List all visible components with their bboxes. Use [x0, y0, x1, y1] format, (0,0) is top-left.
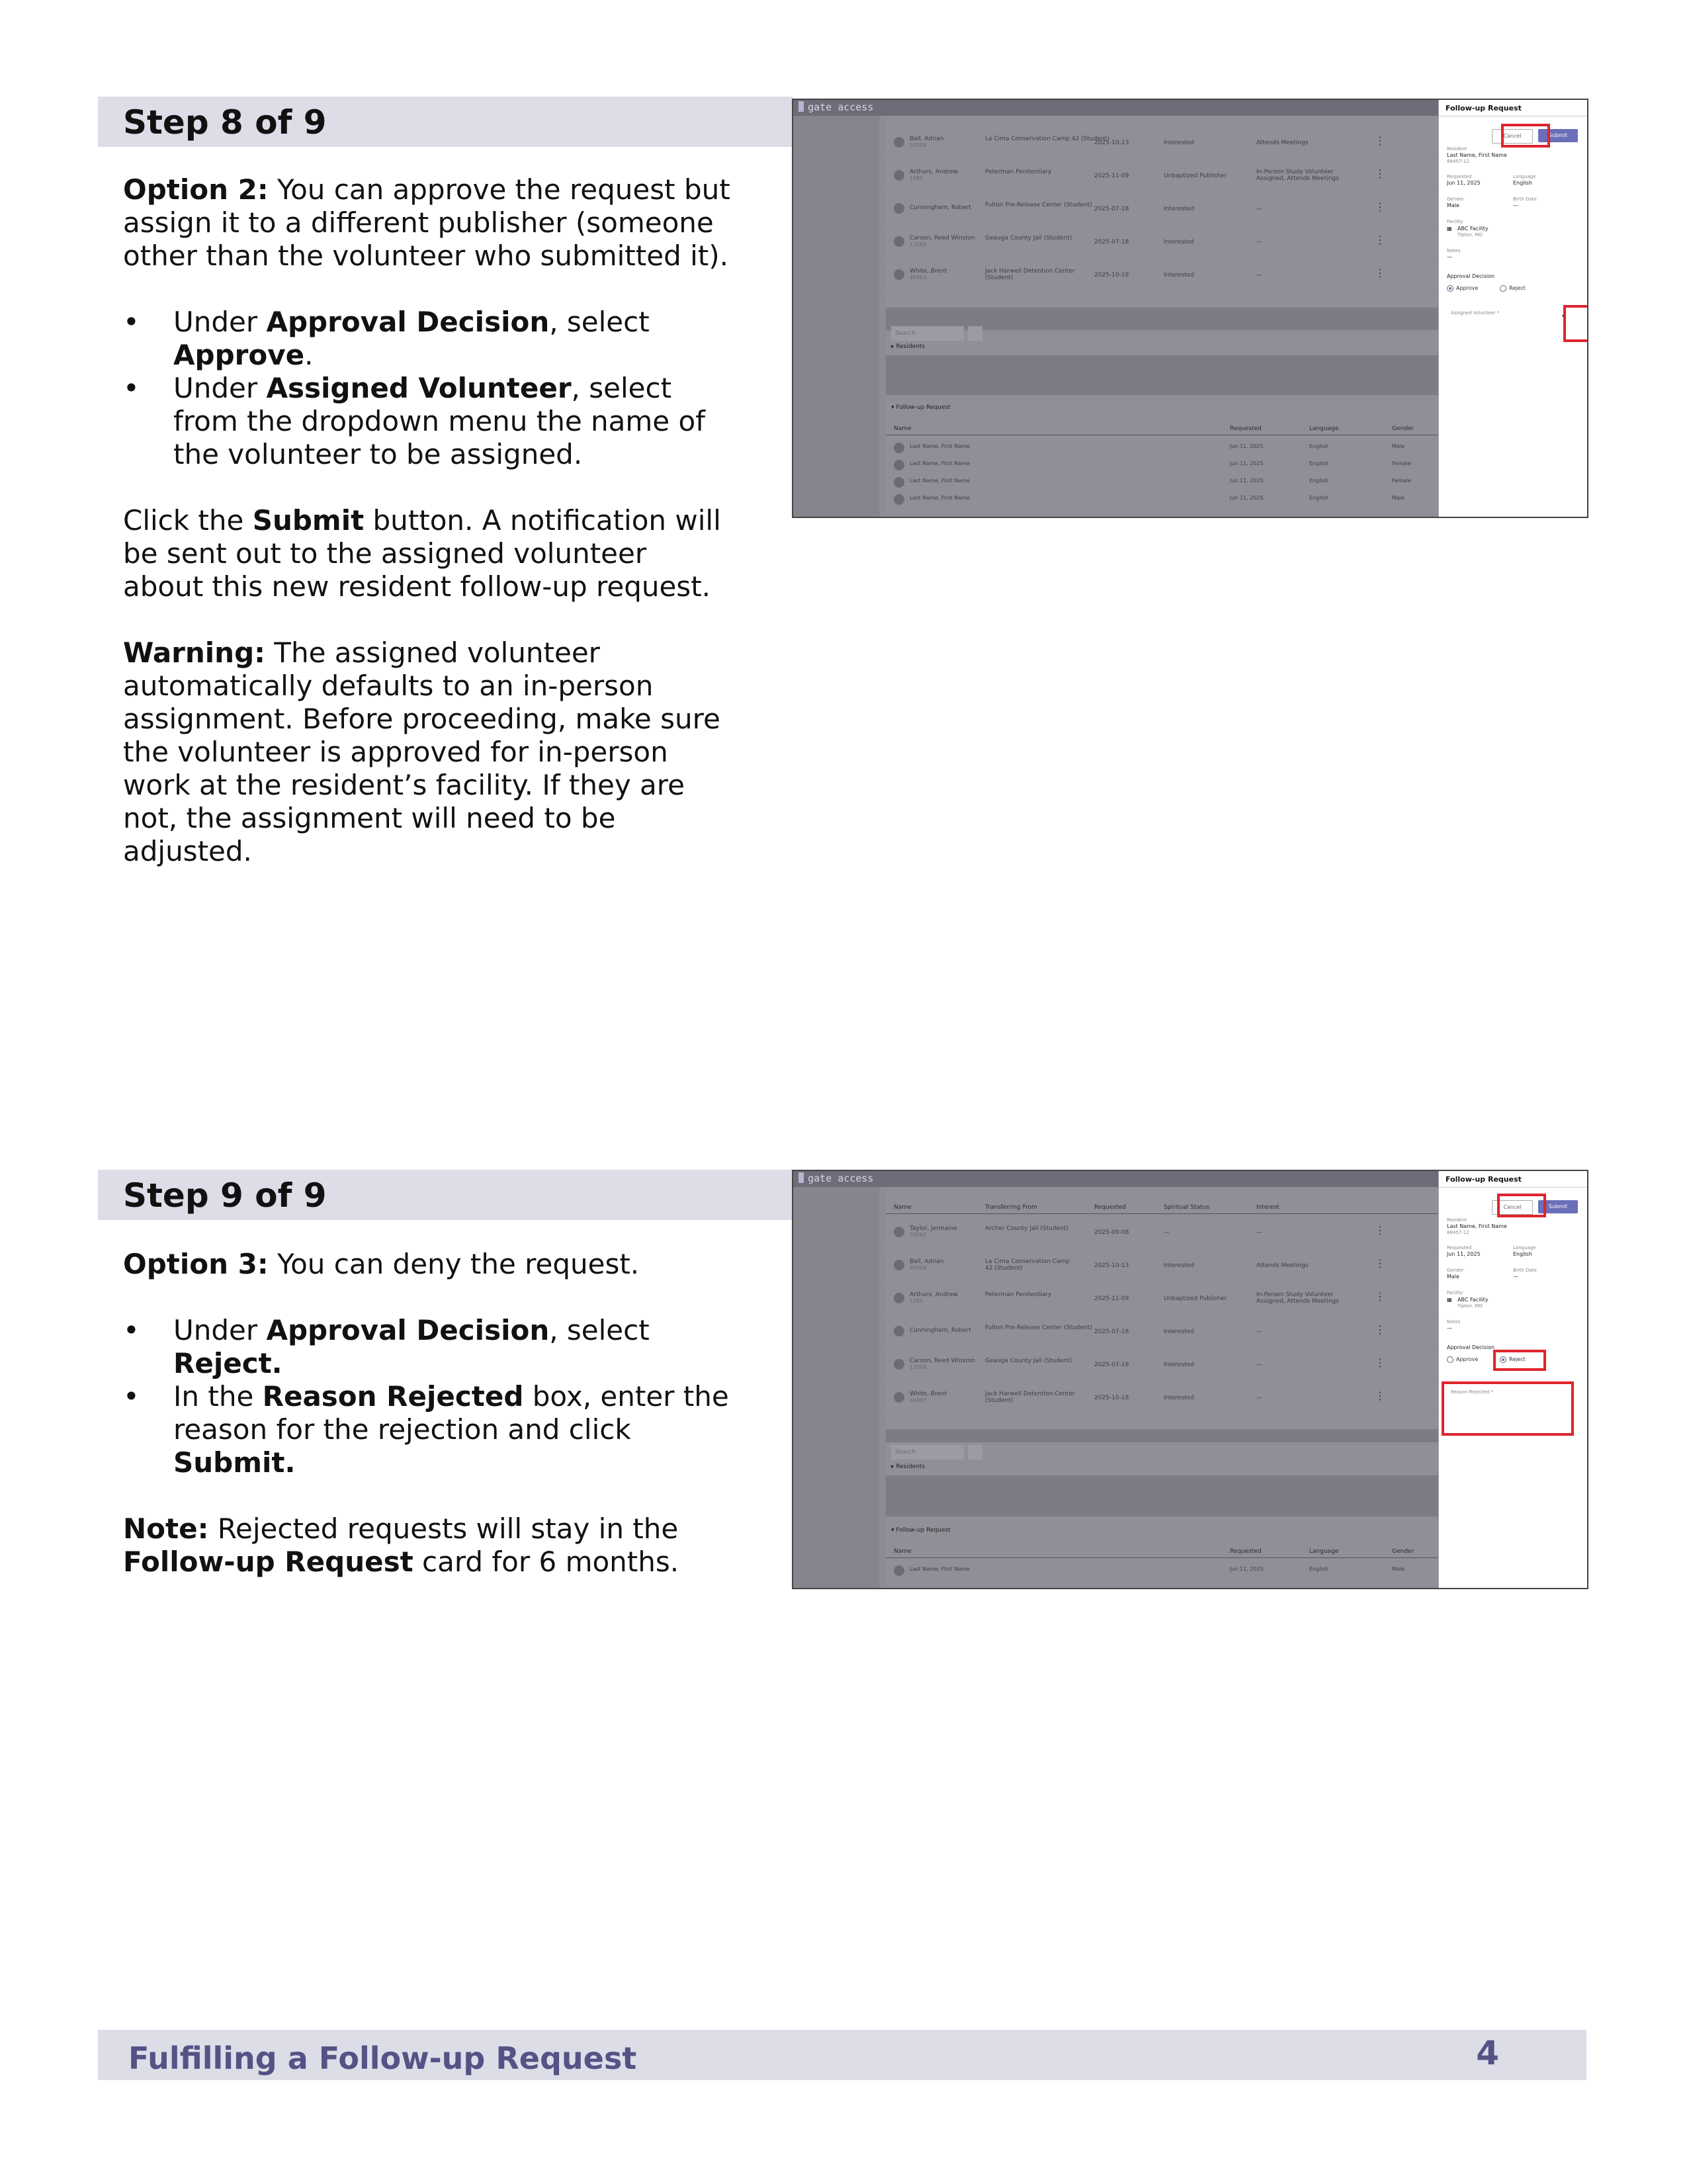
field-value: Jun 11, 2025 — [1447, 1251, 1481, 1257]
transferring-from: Peterman Penitentiary — [985, 169, 1052, 175]
avatar-icon — [894, 1565, 904, 1576]
bold-text: Submit. — [173, 1446, 296, 1479]
step9-bullets — [123, 1314, 732, 1479]
transferring-from: Geauga County Jail (Student) — [985, 1358, 1072, 1364]
requested-date: 2025-07-18 — [1094, 206, 1129, 212]
text: Last Name, First Name — [910, 460, 970, 466]
resident-name — [910, 169, 958, 181]
resident-name — [910, 1358, 975, 1370]
assigned-volunteer-dropdown[interactable]: Assigned Volunteer * — [1451, 310, 1500, 316]
field-value: Tipton, MO — [1457, 232, 1483, 238]
submit-button[interactable]: Submit — [1538, 1200, 1578, 1213]
spiritual-status: Unbaptized Publisher — [1164, 1295, 1227, 1302]
avatar-icon — [894, 203, 904, 214]
text: English — [1309, 460, 1328, 466]
interest: — — [1256, 239, 1262, 245]
bold-text: Approval Decision — [266, 306, 550, 338]
table-row[interactable] — [886, 1249, 1438, 1282]
highlight-submit — [1501, 124, 1550, 148]
field-value: ABC Facility — [1457, 226, 1489, 232]
section-band — [886, 355, 1438, 395]
followup-table-header — [886, 1548, 1438, 1558]
text: Last Name, First Name — [910, 495, 970, 501]
field-value: Last Name, First Name — [1447, 1223, 1507, 1229]
text: Last Name, First Name — [910, 478, 970, 484]
reject-radio[interactable] — [1500, 285, 1506, 292]
interest: — — [1256, 1362, 1262, 1368]
text: Arthurs, Andrew — [910, 169, 958, 175]
text: English — [1309, 1566, 1328, 1572]
warning-label: Warning: — [123, 636, 265, 669]
spiritual-status: — — [1164, 1229, 1170, 1236]
screenshot-step8 — [792, 99, 1588, 518]
avatar-icon — [894, 460, 904, 470]
table-row[interactable] — [886, 1381, 1438, 1414]
more-icon[interactable]: ⋮ — [1375, 134, 1385, 147]
resident-name: Cunningham, Robert — [910, 204, 971, 211]
text: 1985 — [910, 175, 924, 181]
radio-label: Approve — [1456, 285, 1479, 291]
transferring-from: Jack Harwell Detention Center (Student) — [985, 1391, 1075, 1404]
more-icon[interactable]: ⋮ — [1375, 1257, 1385, 1270]
app-topbar — [793, 1171, 1438, 1187]
approve-radio[interactable] — [1447, 285, 1453, 292]
step8-body — [123, 173, 732, 901]
search-icon[interactable] — [968, 326, 982, 341]
highlight-dropdown — [1563, 305, 1588, 342]
step8-bullet-1 — [123, 306, 732, 372]
text: English — [1309, 478, 1328, 484]
text: White, Brent — [910, 1391, 947, 1397]
field-label: Requested — [1447, 1245, 1472, 1250]
app-logo: gate access — [799, 1172, 873, 1184]
step9-heading-bar — [98, 1170, 793, 1220]
spiritual-status: Interested — [1164, 140, 1194, 146]
more-icon[interactable]: ⋮ — [1375, 267, 1385, 279]
column-header: Requested — [1230, 425, 1262, 432]
highlight-reason — [1442, 1381, 1574, 1436]
step9-bullet-2 — [123, 1380, 732, 1479]
avatar-icon — [894, 494, 904, 505]
field-value: ABC Facility — [1457, 1297, 1489, 1303]
list-item[interactable] — [886, 1563, 1438, 1579]
text: , select from the dropdown menu the name of the volunteer to be assigned. — [173, 372, 705, 470]
bold-text: Reject. — [173, 1347, 282, 1379]
reason-rejected-textarea[interactable]: Reason Rejected * — [1451, 1389, 1493, 1395]
text: card for 6 months. — [413, 1546, 679, 1578]
radio-label: Reject — [1509, 285, 1526, 291]
step9-body — [123, 1248, 732, 1612]
app-logo: gate access — [799, 101, 873, 113]
requested-date: 2025-09-08 — [1094, 1229, 1129, 1236]
field-label: Approval Decision — [1447, 1344, 1495, 1350]
panel-title: Follow-up Request — [1446, 1175, 1522, 1184]
text: 46963 — [910, 275, 927, 281]
step8-click-instruction — [123, 504, 732, 603]
building-icon: ▦ — [1447, 226, 1452, 232]
page-footer — [98, 2030, 1586, 2080]
table-row[interactable] — [886, 1282, 1438, 1315]
column-header: Name — [894, 425, 912, 432]
field-label: Birth Date — [1513, 1268, 1537, 1273]
interest: — — [1256, 1395, 1262, 1401]
text: Ball, Adrian — [910, 1258, 944, 1265]
field-label: Notes — [1447, 248, 1461, 253]
text: English — [1309, 495, 1328, 501]
text: Under — [173, 1314, 267, 1346]
highlight-submit — [1497, 1194, 1546, 1217]
field-label: Language — [1513, 174, 1536, 179]
spiritual-status: Interested — [1164, 272, 1194, 279]
chevron-down-icon[interactable]: ▾ — [1562, 313, 1565, 319]
footer-title: Fulfilling a Follow-up Request — [128, 2040, 637, 2076]
step8-heading: Step 8 of 9 — [123, 103, 327, 142]
app-main — [886, 116, 1438, 517]
text: Follow-up Request — [896, 1527, 951, 1534]
column-header: Language — [1309, 425, 1339, 432]
app-main — [886, 1187, 1438, 1588]
avatar-icon — [894, 443, 904, 453]
text: Under — [173, 306, 267, 338]
step8-heading-bar — [98, 97, 793, 147]
step9-note — [123, 1512, 732, 1579]
field-value: 88457-12 — [1447, 1230, 1469, 1235]
text: Last Name, First Name — [910, 443, 970, 449]
avatar-icon — [894, 1293, 904, 1303]
avatar-icon — [894, 1260, 904, 1270]
text: Taylor, Jermaine — [910, 1225, 958, 1232]
list-item[interactable] — [886, 474, 1438, 490]
panel-title: Follow-up Request — [1446, 104, 1522, 112]
avatar-icon — [894, 1359, 904, 1370]
transferring-from: La Cima Conservation Camp 42 (Student) — [985, 136, 1109, 142]
step8-intro-label: Option 2: — [123, 173, 269, 206]
section-band — [886, 1475, 1438, 1516]
page-number: 4 — [1476, 2034, 1499, 2072]
list-item[interactable] — [886, 457, 1438, 473]
resident-name — [910, 1258, 944, 1271]
text: Jun 11, 2025 — [1230, 478, 1264, 484]
step8-intro-text: You can approve the request but assign it to a different publisher (someone other than the volunteer who submitted it). — [123, 173, 730, 272]
step8-bullet-2 — [123, 372, 732, 471]
submit-button[interactable]: Submit — [1538, 129, 1578, 142]
residents-section-toggle[interactable]: ▸ Residents — [891, 343, 926, 350]
table-row[interactable] — [886, 126, 1438, 159]
spiritual-status: Interested — [1164, 239, 1194, 245]
step9-heading: Step 9 of 9 — [123, 1176, 327, 1215]
divider — [1439, 1187, 1588, 1188]
field-value: English — [1513, 180, 1532, 186]
text: 74562 — [910, 1232, 927, 1238]
transferring-from: Peterman Penitentiary — [985, 1291, 1052, 1298]
requested-date: 2025-10-18 — [1094, 1395, 1129, 1401]
interest: In-Person Study Volunteer Assigned, Attends Meetings — [1256, 169, 1339, 182]
requested-date: 2025-11-09 — [1094, 1295, 1129, 1302]
followup-section-toggle[interactable]: ▾ Follow-up Request — [891, 1527, 951, 1534]
screenshot-step9 — [792, 1170, 1588, 1589]
interest: — — [1256, 1329, 1262, 1335]
bold-text: Reason Rejected — [262, 1380, 524, 1413]
text: Last Name, First Name — [910, 1566, 970, 1572]
followup-request-panel — [1438, 1171, 1588, 1588]
text: Male — [1392, 495, 1405, 501]
residents-table-header — [886, 1204, 1438, 1214]
radio-label: Reject — [1509, 1356, 1526, 1362]
text: In the — [173, 1380, 263, 1413]
toolbar-band — [886, 1429, 1438, 1442]
followup-table-header — [886, 425, 1438, 435]
column-header: Name — [894, 1548, 912, 1555]
search-input[interactable]: Search — [891, 326, 964, 341]
field-label: Resident — [1447, 1217, 1467, 1223]
text: 12084 — [910, 241, 927, 247]
table-row[interactable] — [886, 1315, 1438, 1348]
step9-bullet-1 — [123, 1314, 732, 1380]
requested-date: 2025-11-09 — [1094, 173, 1129, 179]
text: 90008 — [910, 1265, 927, 1271]
text: Jun 11, 2025 — [1230, 443, 1264, 449]
field-value: English — [1513, 1251, 1532, 1257]
step8-warning — [123, 636, 732, 868]
step8-intro — [123, 173, 732, 273]
table-row[interactable] — [886, 1348, 1438, 1381]
interest: Attends Meetings — [1256, 140, 1309, 146]
text: . — [304, 339, 314, 371]
text: 1985 — [910, 1298, 924, 1304]
step8-bullets — [123, 306, 732, 471]
radio-label: Approve — [1456, 1356, 1479, 1362]
cancel-button[interactable]: Cancel — [1492, 1200, 1533, 1215]
avatar-icon — [894, 269, 904, 280]
field-value: Male — [1447, 1274, 1459, 1280]
table-row[interactable] — [886, 159, 1438, 192]
avatar-icon — [894, 1326, 904, 1336]
resident-name — [910, 1291, 958, 1304]
list-item[interactable] — [886, 492, 1438, 507]
avatar-icon — [894, 1227, 904, 1237]
text: Jun 11, 2025 — [1230, 495, 1264, 501]
avatar-icon — [894, 170, 904, 181]
column-header: Gender — [1392, 1548, 1414, 1555]
resident-name — [910, 136, 944, 148]
app-sidebar — [793, 1187, 879, 1588]
text: Under — [173, 372, 267, 404]
spiritual-status: Interested — [1164, 1262, 1194, 1269]
transferring-from: Geauga County Jail (Student) — [985, 235, 1072, 241]
spiritual-status: Interested — [1164, 1329, 1194, 1335]
note-label: Note: — [123, 1512, 209, 1545]
more-icon[interactable]: ⋮ — [1375, 234, 1385, 246]
step9-intro-label: Option 3: — [123, 1248, 269, 1280]
resident-name — [910, 1225, 957, 1238]
text: Follow-up Request — [896, 404, 951, 411]
text: Jun 11, 2025 — [1230, 1566, 1264, 1572]
text: White, Brent — [910, 268, 947, 275]
bold-text: Follow-up Request — [123, 1546, 413, 1578]
search-input[interactable]: Search — [891, 1445, 964, 1460]
interest: — — [1256, 272, 1262, 279]
column-header: Requested — [1230, 1548, 1262, 1555]
spiritual-status: Interested — [1164, 1362, 1194, 1368]
avatar-icon — [894, 236, 904, 247]
interest: — — [1256, 206, 1262, 212]
warning-text: The assigned volunteer automatically defaults to an in-person assignment. Before proceeding, make sure the volunteer is approved for in-person work at the resident’s facility. If they are not, the assignment will need to be adjusted. — [123, 636, 720, 867]
requested-date: 2025-07-18 — [1094, 1362, 1129, 1368]
transferring-from: Fulton Pre-Release Center (Student) — [985, 202, 1092, 208]
text: Rejected requests will stay in the — [208, 1512, 679, 1545]
building-icon: ▦ — [1447, 1297, 1452, 1303]
residents-section-toggle[interactable]: ▸ Residents — [891, 1463, 926, 1470]
field-label: Facility — [1447, 1290, 1463, 1295]
resident-name — [910, 1391, 947, 1403]
text: button. A notification will be sent out to the assigned volunteer about this new resident follow-up request. — [123, 504, 721, 603]
interest: Attends Meetings — [1256, 1262, 1309, 1269]
step9-intro-text: You can deny the request. — [268, 1248, 640, 1280]
more-icon[interactable]: ⋮ — [1375, 1224, 1385, 1237]
more-icon[interactable]: ⋮ — [1375, 167, 1385, 180]
requested-date: 2025-07-18 — [1094, 1329, 1129, 1335]
text: English — [1309, 443, 1328, 449]
text: Click the — [123, 504, 253, 537]
highlight-reject — [1493, 1350, 1546, 1371]
more-icon[interactable]: ⋮ — [1375, 1290, 1385, 1303]
more-icon[interactable]: ⋮ — [1375, 1356, 1385, 1369]
field-label: Language — [1513, 1245, 1536, 1250]
text: Male — [1392, 443, 1405, 449]
field-label: Requested — [1447, 174, 1472, 179]
requested-date: 2025-07-18 — [1094, 239, 1129, 245]
transferring-from: Fulton Pre-Release Center (Student) — [985, 1325, 1092, 1331]
text: Ball, Adrian — [910, 136, 944, 142]
field-label: Birth Date — [1513, 197, 1537, 202]
column-header: Spiritual Status — [1164, 1204, 1209, 1211]
column-header: Requested — [1094, 1204, 1126, 1211]
column-header: Gender — [1392, 425, 1414, 432]
field-label: Resident — [1447, 146, 1467, 152]
table-row[interactable] — [886, 193, 1438, 225]
text: , select — [549, 306, 650, 338]
search-icon[interactable] — [968, 1445, 982, 1460]
column-header: Name — [894, 1204, 912, 1211]
interest: — — [1256, 1229, 1262, 1236]
field-value: — — [1513, 202, 1518, 208]
field-value: — — [1447, 254, 1452, 260]
interest: In-Person Study Volunteer Assigned, Attends Meetings — [1256, 1291, 1339, 1305]
text: Carson, Reed Winston — [910, 235, 975, 241]
avatar-icon — [894, 477, 904, 488]
requested-date: 2025-10-13 — [1094, 140, 1129, 146]
text: Jun 11, 2025 — [1230, 460, 1264, 466]
field-label: Gender — [1447, 1268, 1464, 1273]
followup-section-toggle[interactable]: ▾ Follow-up Request — [891, 404, 951, 411]
text: 90008 — [910, 142, 927, 148]
more-icon[interactable]: ⋮ — [1375, 1323, 1385, 1336]
field-label: Approval Decision — [1447, 273, 1495, 279]
avatar-icon — [894, 1392, 904, 1403]
field-value: — — [1513, 1274, 1518, 1280]
approve-radio[interactable] — [1447, 1356, 1453, 1363]
step9-intro — [123, 1248, 732, 1281]
text: 12084 — [910, 1364, 927, 1370]
requested-date: 2025-10-18 — [1094, 272, 1129, 279]
resident-name — [910, 235, 975, 247]
list-item[interactable] — [886, 440, 1438, 456]
bold-text: Approve — [173, 339, 305, 371]
app-sidebar — [793, 116, 879, 517]
app-topbar — [793, 100, 1438, 116]
text: Arthurs, Andrew — [910, 1291, 958, 1298]
table-row[interactable] — [886, 226, 1438, 258]
text: 46963 — [910, 1397, 927, 1403]
spiritual-status: Unbaptized Publisher — [1164, 173, 1227, 179]
transferring-from: La Cima Conservation Camp 42 (Student) — [985, 1258, 1070, 1272]
more-icon[interactable]: ⋮ — [1375, 1389, 1385, 1402]
more-icon[interactable]: ⋮ — [1375, 200, 1385, 213]
text: Residents — [896, 343, 926, 350]
field-label: Facility — [1447, 219, 1463, 224]
column-header: Language — [1309, 1548, 1339, 1555]
column-header: Interest — [1256, 1204, 1279, 1211]
transferring-from: Jack Harwell Detention Center (Student) — [985, 268, 1075, 281]
field-value: Jun 11, 2025 — [1447, 180, 1481, 186]
transferring-from: Archer County Jail (Student) — [985, 1225, 1068, 1232]
table-row[interactable] — [886, 1216, 1438, 1248]
requested-date: 2025-10-13 — [1094, 1262, 1129, 1269]
column-header: Transferring From — [985, 1204, 1037, 1211]
text: , select — [549, 1314, 650, 1346]
table-row[interactable] — [886, 259, 1438, 291]
bold-text: Assigned Volunteer — [266, 372, 572, 404]
spiritual-status: Interested — [1164, 1395, 1194, 1401]
field-value: 88457-12 — [1447, 159, 1469, 164]
field-label: Gender — [1447, 197, 1464, 202]
spiritual-status: Interested — [1164, 206, 1194, 212]
resident-name — [910, 268, 947, 281]
text: Residents — [896, 1463, 926, 1470]
resident-name: Cunningham, Robert — [910, 1327, 971, 1334]
field-value: Last Name, First Name — [1447, 152, 1507, 158]
field-value: Male — [1447, 202, 1459, 208]
text: Male — [1392, 1566, 1405, 1572]
text: Carson, Reed Winston — [910, 1358, 975, 1364]
text: Female — [1392, 478, 1411, 484]
text: box, enter the reason for the rejection and click — [173, 1380, 729, 1446]
bold-text: Approval Decision — [266, 1314, 550, 1346]
field-value: Tipton, MO — [1457, 1303, 1483, 1309]
field-value: — — [1447, 1325, 1452, 1331]
text: Female — [1392, 460, 1411, 466]
avatar-icon — [894, 137, 904, 148]
field-label: Notes — [1447, 1319, 1461, 1325]
cancel-button[interactable]: Cancel — [1492, 129, 1533, 144]
bold-text: Submit — [252, 504, 365, 537]
